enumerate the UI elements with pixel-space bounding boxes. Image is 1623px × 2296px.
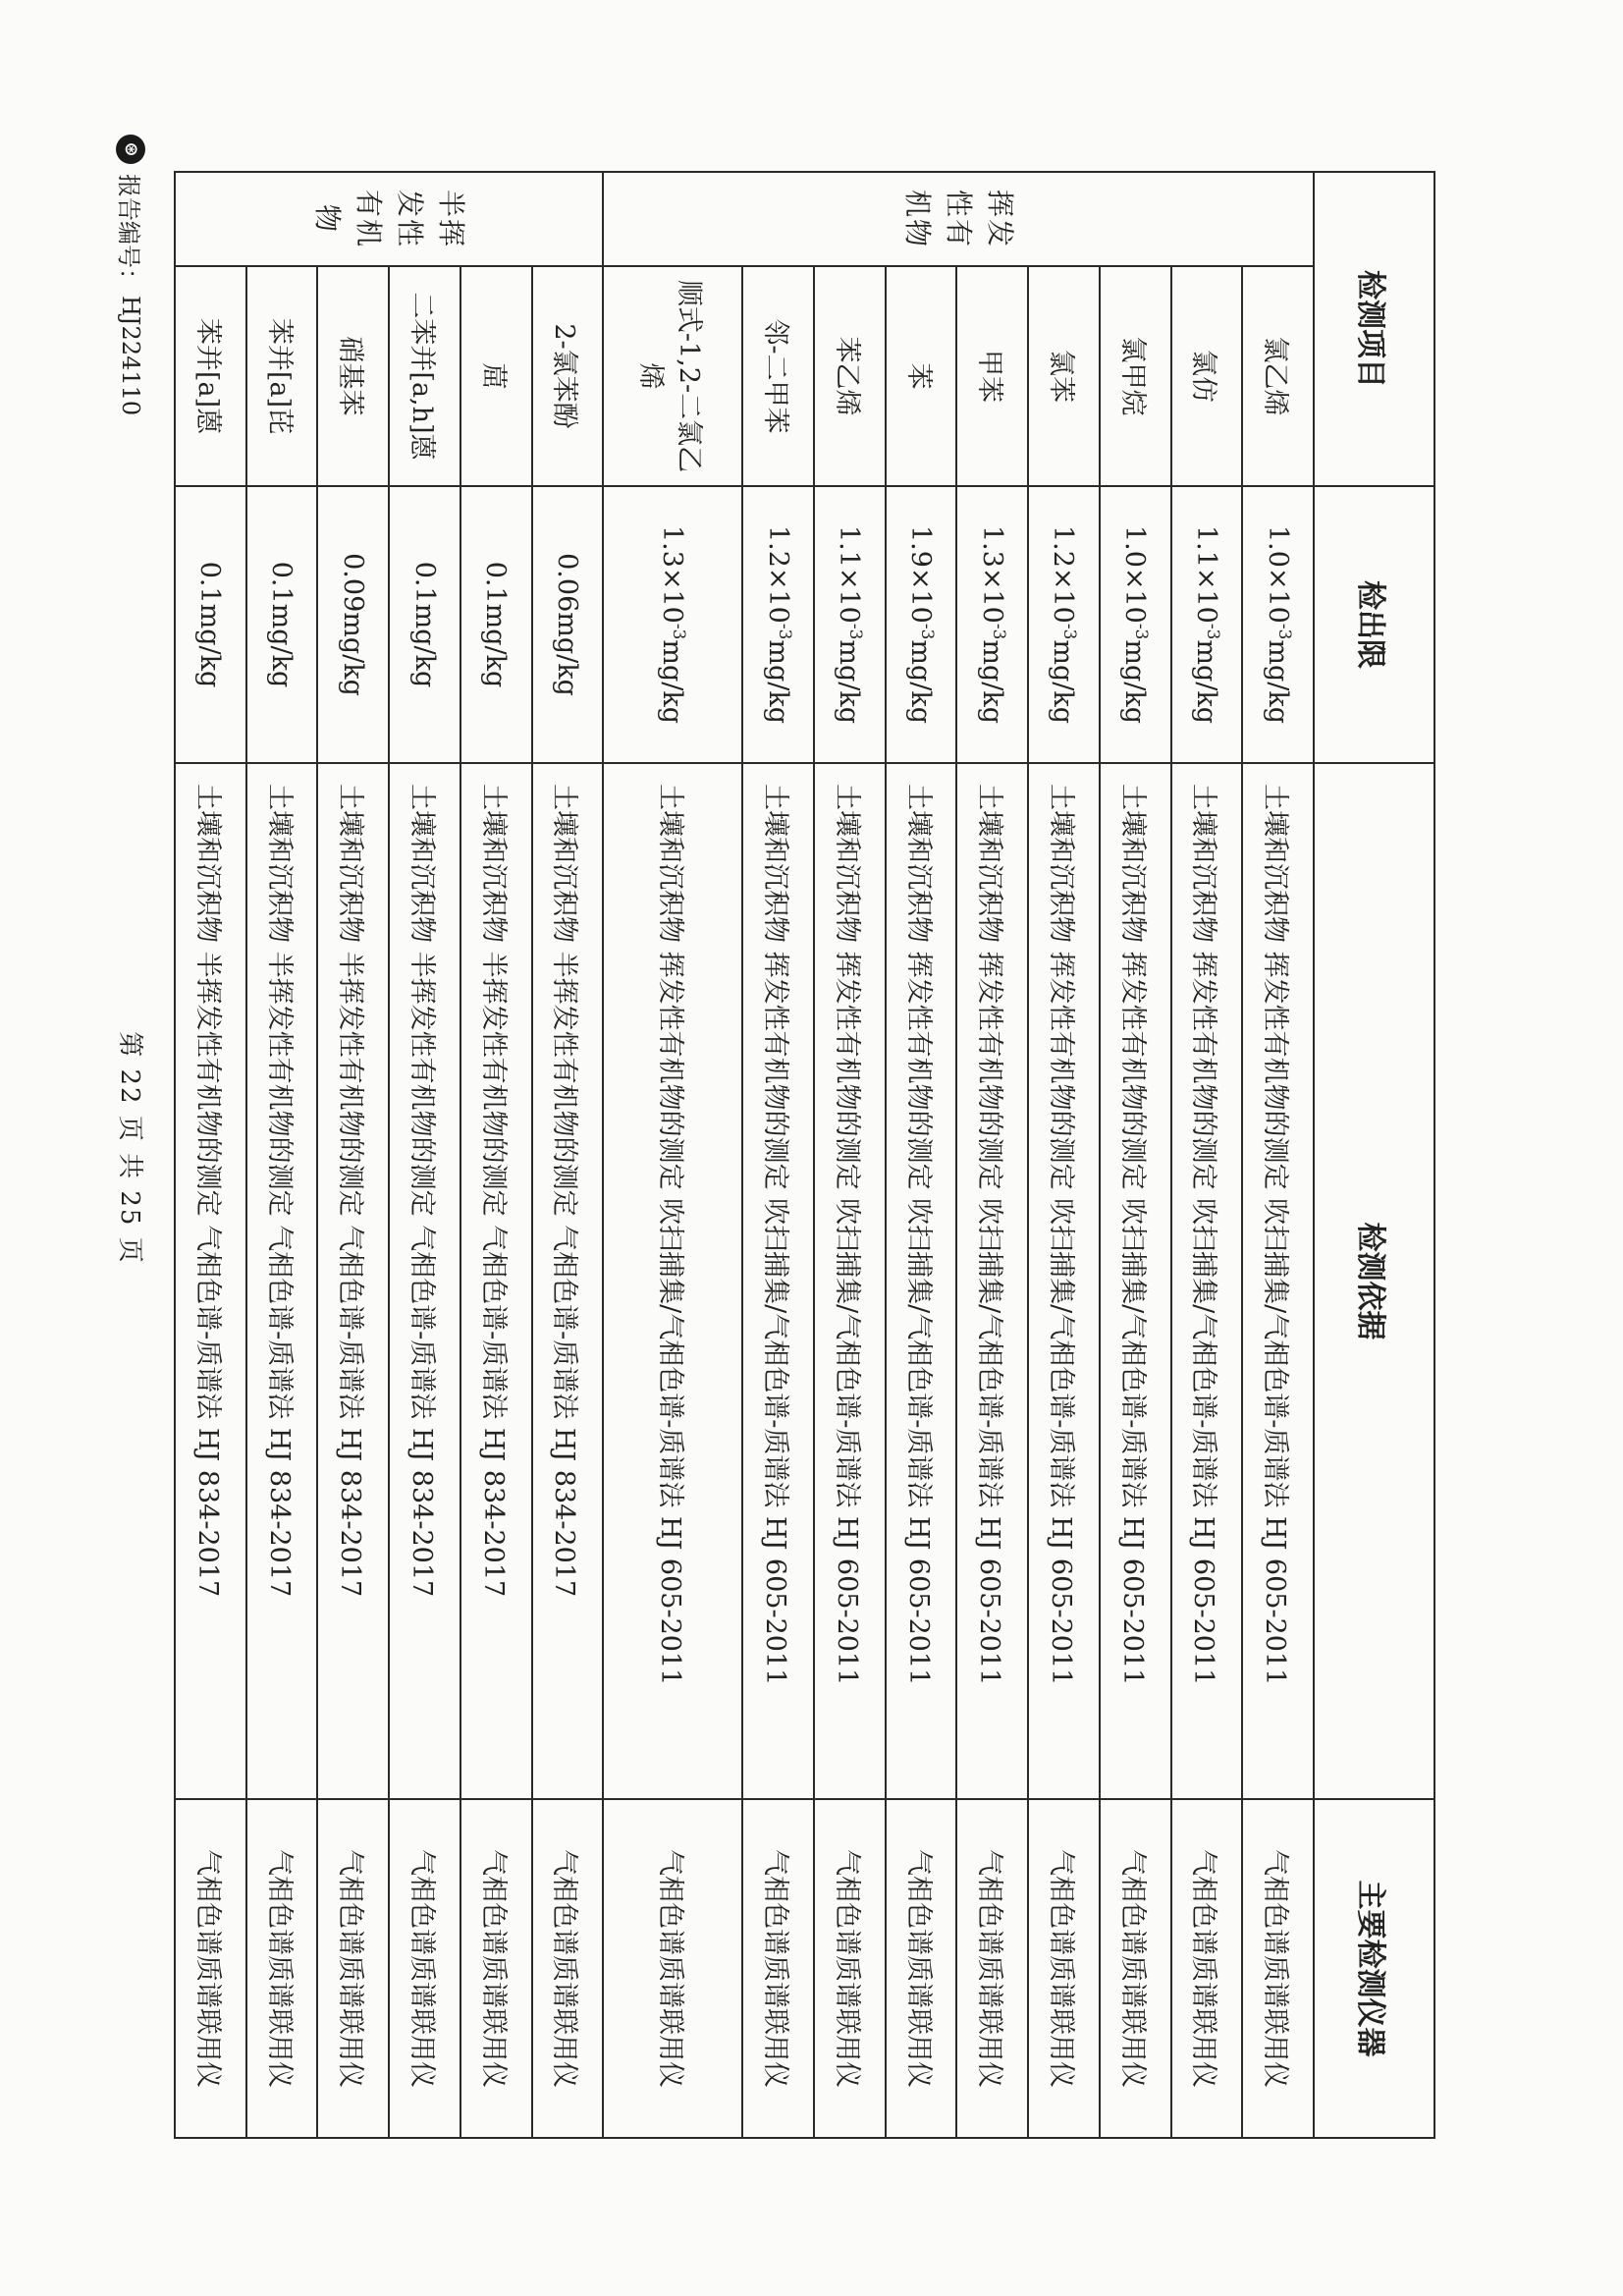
basis-cell: 土壤和沉积物 挥发性有机物的测定 吹扫捕集/气相色谱-质谱法 HJ 605-2011 [1028, 763, 1100, 1799]
basis-cell: 土壤和沉积物 半挥发性有机物的测定 气相色谱-质谱法 HJ 834-2017 [317, 763, 389, 1799]
limit-cell [246, 486, 318, 763]
item-cell: 甲苯 [956, 266, 1028, 486]
limit-exponent: -3 [988, 623, 1008, 640]
limit-unit: mg/kg [1119, 639, 1151, 725]
item-cell: 氯苯 [1028, 266, 1100, 486]
header-basis: 检测依据 [1314, 763, 1434, 1799]
limit-base: 0.09mg/kg [337, 553, 368, 696]
limit-exponent: -3 [917, 623, 938, 640]
limit-exponent: -3 [1273, 623, 1294, 640]
limit-exponent: -3 [1131, 623, 1152, 640]
limit-base: 1.2×10 [1048, 524, 1079, 624]
limit-unit: mg/kg [762, 639, 793, 725]
instrument-cell: 气相色谱质谱联用仪 [1171, 1799, 1243, 2138]
detection-table [174, 171, 1435, 2139]
item-cell: 氯乙烯 [1242, 266, 1314, 486]
instrument-cell: 气相色谱质谱联用仪 [460, 1799, 532, 2138]
basis-cell: 土壤和沉积物 挥发性有机物的测定 吹扫捕集/气相色谱-质谱法 HJ 605-2011 [603, 763, 742, 1799]
instrument-cell: 气相色谱质谱联用仪 [603, 1799, 742, 2138]
basis-cell: 土壤和沉积物 挥发性有机物的测定 吹扫捕集/气相色谱-质谱法 HJ 605-2011 [886, 763, 957, 1799]
limit-exponent: -3 [1059, 623, 1080, 640]
header-limit: 检出限 [1314, 486, 1434, 763]
basis-cell: 土壤和沉积物 挥发性有机物的测定 吹扫捕集/气相色谱-质谱法 HJ 605-2011 [956, 763, 1028, 1799]
table-row [1242, 172, 1314, 2138]
basis-cell: 土壤和沉积物 挥发性有机物的测定 吹扫捕集/气相色谱-质谱法 HJ 605-2011 [1242, 763, 1314, 1799]
limit-cell [532, 486, 604, 763]
limit-base: 1.1×10 [834, 524, 865, 624]
instrument-cell: 气相色谱质谱联用仪 [175, 1799, 246, 2138]
limit-base: 1.0×10 [1119, 524, 1151, 624]
instrument-cell: 气相色谱质谱联用仪 [1100, 1799, 1171, 2138]
instrument-cell: 气相色谱质谱联用仪 [956, 1799, 1028, 2138]
instrument-cell: 气相色谱质谱联用仪 [246, 1799, 318, 2138]
limit-base: 1.1×10 [1190, 524, 1221, 624]
table-row [317, 172, 389, 2138]
limit-unit: mg/kg [1190, 639, 1221, 725]
instrument-cell: 气相色谱质谱联用仪 [814, 1799, 886, 2138]
limit-base: 1.2×10 [762, 524, 793, 624]
basis-cell: 土壤和沉积物 挥发性有机物的测定 吹扫捕集/气相色谱-质谱法 HJ 605-2011 [814, 763, 886, 1799]
table-row [389, 172, 460, 2138]
limit-exponent: -3 [845, 623, 866, 640]
limit-cell [1171, 486, 1243, 763]
item-cell: 硝基苯 [317, 266, 389, 486]
company-logo-icon: ⊛ [117, 135, 146, 164]
header-item: 检测项目 [1314, 172, 1434, 486]
table-row [742, 172, 814, 2138]
limit-cell [1028, 486, 1100, 763]
table-row [246, 172, 318, 2138]
item-cell: 氯甲烷 [1100, 266, 1171, 486]
item-cell: 苯 [886, 266, 957, 486]
item-cell: 苯乙烯 [814, 266, 886, 486]
limit-cell [742, 486, 814, 763]
limit-base: 1.9×10 [905, 524, 937, 624]
instrument-cell: 气相色谱质谱联用仪 [532, 1799, 604, 2138]
basis-cell: 土壤和沉积物 半挥发性有机物的测定 气相色谱-质谱法 HJ 834-2017 [460, 763, 532, 1799]
limit-base: 1.0×10 [1262, 524, 1293, 624]
group-label: 挥发性有机物 [603, 172, 1314, 266]
limit-cell [389, 486, 460, 763]
basis-cell: 土壤和沉积物 半挥发性有机物的测定 气相色谱-质谱法 HJ 834-2017 [175, 763, 246, 1799]
instrument-cell: 气相色谱质谱联用仪 [1242, 1799, 1314, 2138]
item-cell: 苯并[a]芘 [246, 266, 318, 486]
limit-base: 0.1mg/kg [194, 561, 226, 688]
basis-cell: 土壤和沉积物 挥发性有机物的测定 吹扫捕集/气相色谱-质谱法 HJ 605-2011 [1100, 763, 1171, 1799]
limit-unit: mg/kg [1262, 639, 1293, 725]
limit-unit: mg/kg [976, 639, 1007, 725]
group-label: 半挥发性有机物 [175, 172, 603, 266]
limit-cell [814, 486, 886, 763]
item-cell: 二苯并[a,h]蒽 [389, 266, 460, 486]
table-row [603, 172, 742, 2138]
table-row [1171, 172, 1243, 2138]
limit-cell [1100, 486, 1171, 763]
item-cell: 䓛 [460, 266, 532, 486]
basis-cell: 土壤和沉积物 半挥发性有机物的测定 气相色谱-质谱法 HJ 834-2017 [389, 763, 460, 1799]
limit-base: 0.1mg/kg [266, 561, 298, 688]
item-cell: 2-氯苯酚 [532, 266, 604, 486]
limit-base: 0.1mg/kg [408, 561, 440, 688]
table-row [956, 172, 1028, 2138]
report-no-value: HJ224110 [117, 296, 145, 416]
limit-unit: mg/kg [1048, 639, 1079, 725]
instrument-cell: 气相色谱质谱联用仪 [742, 1799, 814, 2138]
basis-cell: 土壤和沉积物 挥发性有机物的测定 吹扫捕集/气相色谱-质谱法 HJ 605-2011 [742, 763, 814, 1799]
item-cell: 邻-二甲苯 [742, 266, 814, 486]
table-row [814, 172, 886, 2138]
instrument-cell: 气相色谱质谱联用仪 [886, 1799, 957, 2138]
basis-cell: 土壤和沉积物 半挥发性有机物的测定 气相色谱-质谱法 HJ 834-2017 [532, 763, 604, 1799]
limit-base: 0.06mg/kg [552, 553, 582, 696]
limit-cell [956, 486, 1028, 763]
limit-exponent: -3 [669, 623, 689, 640]
limit-cell [886, 486, 957, 763]
table-body [175, 172, 1314, 2138]
table-row [532, 172, 604, 2138]
table-row [175, 172, 246, 2138]
header-instrument: 主要检测仪器 [1314, 1799, 1434, 2138]
limit-cell [1242, 486, 1314, 763]
item-cell: 苯并[a]蒽 [175, 266, 246, 486]
limit-base: 0.1mg/kg [480, 561, 512, 688]
limit-cell [317, 486, 389, 763]
instrument-cell: 气相色谱质谱联用仪 [389, 1799, 460, 2138]
limit-cell [175, 486, 246, 763]
table-row [1100, 172, 1171, 2138]
limit-unit: mg/kg [834, 639, 865, 725]
table-row [886, 172, 957, 2138]
limit-base: 1.3×10 [657, 524, 688, 624]
instrument-cell: 气相色谱质谱联用仪 [1028, 1799, 1100, 2138]
item-cell: 氯仿 [1171, 266, 1243, 486]
limit-exponent: -3 [774, 623, 794, 640]
limit-cell [460, 486, 532, 763]
limit-unit: mg/kg [905, 639, 937, 725]
limit-unit: mg/kg [657, 639, 688, 725]
table-header-row [1314, 172, 1434, 2138]
limit-exponent: -3 [1202, 623, 1222, 640]
table-row [1028, 172, 1100, 2138]
basis-cell: 土壤和沉积物 半挥发性有机物的测定 气相色谱-质谱法 HJ 834-2017 [246, 763, 318, 1799]
limit-cell [603, 486, 742, 763]
instrument-cell: 气相色谱质谱联用仪 [317, 1799, 389, 2138]
basis-cell: 土壤和沉积物 挥发性有机物的测定 吹扫捕集/气相色谱-质谱法 HJ 605-2011 [1171, 763, 1243, 1799]
page-indicator: 第 22 页 共 25 页 [115, 1031, 144, 1265]
table-row [460, 172, 532, 2138]
limit-base: 1.3×10 [976, 524, 1007, 624]
item-cell: 顺式-1,2-二氯乙烯 [603, 266, 742, 486]
report-no-label: 报告编号： [115, 174, 142, 292]
